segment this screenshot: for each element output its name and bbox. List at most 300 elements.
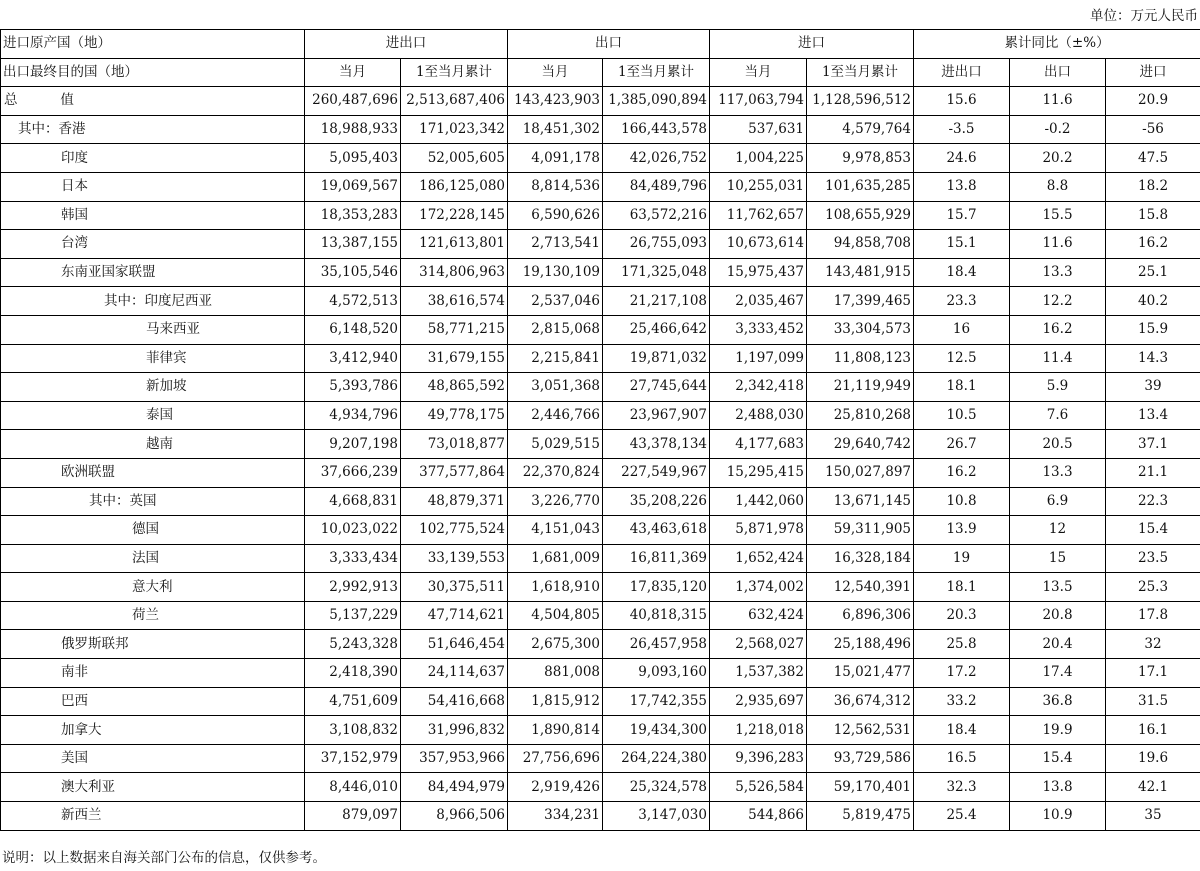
yoy-cell: 12	[1010, 516, 1106, 545]
yoy-cell: 23.3	[914, 287, 1010, 316]
yoy-cell: 21.1	[1106, 458, 1200, 487]
value-cell: 2,215,841	[508, 344, 603, 373]
yoy-cell: 33.2	[914, 687, 1010, 716]
value-cell: 30,375,511	[401, 573, 508, 602]
country-name: 新加坡	[1, 373, 305, 402]
yoy-cell: 18.2	[1106, 172, 1200, 201]
yoy-cell: 17.8	[1106, 601, 1200, 630]
yoy-cell: 31.5	[1106, 687, 1200, 716]
yoy-cell: 18.4	[914, 716, 1010, 745]
table-row	[1, 458, 1200, 487]
table-row	[1, 630, 1200, 659]
country-name: 南非	[1, 659, 305, 688]
yoy-cell: 15.7	[914, 201, 1010, 230]
value-cell: 40,818,315	[603, 601, 710, 630]
yoy-cell: 36.8	[1010, 687, 1106, 716]
value-cell: 2,488,030	[710, 401, 807, 430]
value-cell: 2,513,687,406	[401, 87, 508, 116]
yoy-cell: 20.3	[914, 601, 1010, 630]
value-cell: 12,540,391	[807, 573, 914, 602]
value-cell: 23,967,907	[603, 401, 710, 430]
value-cell: 4,091,178	[508, 144, 603, 173]
yoy-cell: 11.6	[1010, 87, 1106, 116]
value-cell: 1,681,009	[508, 544, 603, 573]
value-cell: 11,808,123	[807, 344, 914, 373]
value-cell: 544,866	[710, 802, 807, 831]
value-cell: 3,108,832	[305, 716, 401, 745]
yoy-cell: 14.3	[1106, 344, 1200, 373]
yoy-cell: 25.4	[914, 802, 1010, 831]
value-cell: 17,399,465	[807, 287, 914, 316]
yoy-cell: 32	[1106, 630, 1200, 659]
country-name: 新西兰	[1, 802, 305, 831]
yoy-cell: 15.5	[1010, 201, 1106, 230]
value-cell: 3,051,368	[508, 373, 603, 402]
table-row	[1, 716, 1200, 745]
yoy-cell: 15	[1010, 544, 1106, 573]
value-cell: 38,616,574	[401, 287, 508, 316]
country-name: 德国	[1, 516, 305, 545]
value-cell: 186,125,080	[401, 172, 508, 201]
value-cell: 5,393,786	[305, 373, 401, 402]
value-cell: 3,333,452	[710, 315, 807, 344]
value-cell: 93,729,586	[807, 744, 914, 773]
value-cell: 264,224,380	[603, 744, 710, 773]
table-row	[1, 773, 1200, 802]
value-cell: 63,572,216	[603, 201, 710, 230]
yoy-cell: 10.5	[914, 401, 1010, 430]
table-row	[1, 487, 1200, 516]
yoy-cell: 15.9	[1106, 315, 1200, 344]
value-cell: 1,618,910	[508, 573, 603, 602]
yoy-cell: 32.3	[914, 773, 1010, 802]
value-cell: 31,679,155	[401, 344, 508, 373]
yoy-cell: 20.9	[1106, 87, 1200, 116]
table-row	[1, 659, 1200, 688]
country-name: 总 值	[1, 87, 305, 116]
country-name: 其中：英国	[1, 487, 305, 516]
value-cell: 334,231	[508, 802, 603, 831]
yoy-cell: 10.8	[914, 487, 1010, 516]
country-name: 日本	[1, 172, 305, 201]
country-name: 其中：印度尼西亚	[1, 287, 305, 316]
header-row-groups	[1, 30, 1200, 59]
country-name: 其中：香港	[1, 115, 305, 144]
trade-data-table	[0, 29, 1200, 831]
value-cell: 4,934,796	[305, 401, 401, 430]
value-cell: 29,640,742	[807, 430, 914, 459]
value-cell: 5,095,403	[305, 144, 401, 173]
country-name: 荷兰	[1, 601, 305, 630]
value-cell: 143,423,903	[508, 87, 603, 116]
yoy-cell: 5.9	[1010, 373, 1106, 402]
value-cell: 377,577,864	[401, 458, 508, 487]
value-cell: 31,996,832	[401, 716, 508, 745]
yoy-cell: 25.1	[1106, 258, 1200, 287]
value-cell: 4,668,831	[305, 487, 401, 516]
value-cell: 19,130,109	[508, 258, 603, 287]
table-row	[1, 230, 1200, 259]
value-cell: 59,311,905	[807, 516, 914, 545]
yoy-cell: 18.4	[914, 258, 1010, 287]
value-cell: 1,385,090,894	[603, 87, 710, 116]
value-cell: 2,713,541	[508, 230, 603, 259]
value-cell: 4,579,764	[807, 115, 914, 144]
yoy-cell: 25.8	[914, 630, 1010, 659]
country-name: 马来西亚	[1, 315, 305, 344]
subcol-header: 当月	[305, 58, 401, 87]
table-row	[1, 687, 1200, 716]
country-name: 越南	[1, 430, 305, 459]
value-cell: 2,446,766	[508, 401, 603, 430]
value-cell: 537,631	[710, 115, 807, 144]
destination-country-header: 出口最终目的国（地）	[1, 58, 305, 87]
value-cell: 52,005,605	[401, 144, 508, 173]
value-cell: 19,434,300	[603, 716, 710, 745]
country-name: 泰国	[1, 401, 305, 430]
subcol-header: 1至当月累计	[603, 58, 710, 87]
yoy-cell: 23.5	[1106, 544, 1200, 573]
value-cell: 18,451,302	[508, 115, 603, 144]
value-cell: 1,197,099	[710, 344, 807, 373]
country-name: 法国	[1, 544, 305, 573]
yoy-cell: 8.8	[1010, 172, 1106, 201]
group-header-export: 出口	[508, 30, 710, 59]
value-cell: 48,879,371	[401, 487, 508, 516]
value-cell: 27,756,696	[508, 744, 603, 773]
group-header-yoy: 累计同比（±%）	[914, 30, 1200, 59]
yoy-cell: 10.9	[1010, 802, 1106, 831]
value-cell: 1,890,814	[508, 716, 603, 745]
value-cell: 15,295,415	[710, 458, 807, 487]
value-cell: 26,457,958	[603, 630, 710, 659]
value-cell: 121,613,801	[401, 230, 508, 259]
value-cell: 102,775,524	[401, 516, 508, 545]
yoy-cell: 13.9	[914, 516, 1010, 545]
origin-country-header: 进口原产国（地）	[1, 30, 305, 59]
value-cell: 21,217,108	[603, 287, 710, 316]
table-row	[1, 115, 1200, 144]
table-row	[1, 516, 1200, 545]
yoy-cell: 15.8	[1106, 201, 1200, 230]
country-name: 韩国	[1, 201, 305, 230]
value-cell: 43,378,134	[603, 430, 710, 459]
country-name: 加拿大	[1, 716, 305, 745]
yoy-cell: 17.4	[1010, 659, 1106, 688]
yoy-cell: 16.1	[1106, 716, 1200, 745]
value-cell: 1,442,060	[710, 487, 807, 516]
value-cell: 11,762,657	[710, 201, 807, 230]
table-row	[1, 287, 1200, 316]
value-cell: 19,871,032	[603, 344, 710, 373]
yoy-cell: 7.6	[1010, 401, 1106, 430]
value-cell: 1,815,912	[508, 687, 603, 716]
value-cell: 143,481,915	[807, 258, 914, 287]
value-cell: 1,537,382	[710, 659, 807, 688]
value-cell: 47,714,621	[401, 601, 508, 630]
yoy-cell: 20.8	[1010, 601, 1106, 630]
yoy-cell: 35	[1106, 802, 1200, 831]
value-cell: 94,858,708	[807, 230, 914, 259]
yoy-cell: 16.5	[914, 744, 1010, 773]
subcol-header: 进出口	[914, 58, 1010, 87]
value-cell: 16,811,369	[603, 544, 710, 573]
value-cell: 879,097	[305, 802, 401, 831]
value-cell: 314,806,963	[401, 258, 508, 287]
value-cell: 13,671,145	[807, 487, 914, 516]
value-cell: 3,333,434	[305, 544, 401, 573]
unit-label: 单位：万元人民币	[1090, 8, 1198, 24]
value-cell: 24,114,637	[401, 659, 508, 688]
value-cell: 2,342,418	[710, 373, 807, 402]
yoy-cell: 24.6	[914, 144, 1010, 173]
yoy-cell: 20.4	[1010, 630, 1106, 659]
value-cell: 49,778,175	[401, 401, 508, 430]
yoy-cell: -0.2	[1010, 115, 1106, 144]
yoy-cell: 15.4	[1010, 744, 1106, 773]
value-cell: 15,975,437	[710, 258, 807, 287]
value-cell: 25,324,578	[603, 773, 710, 802]
table-row	[1, 172, 1200, 201]
yoy-cell: 40.2	[1106, 287, 1200, 316]
yoy-cell: 11.6	[1010, 230, 1106, 259]
table-row	[1, 258, 1200, 287]
value-cell: 881,008	[508, 659, 603, 688]
yoy-cell: 12.2	[1010, 287, 1106, 316]
yoy-cell: 13.3	[1010, 258, 1106, 287]
value-cell: 13,387,155	[305, 230, 401, 259]
group-header-total: 进出口	[305, 30, 508, 59]
value-cell: 10,673,614	[710, 230, 807, 259]
value-cell: 9,396,283	[710, 744, 807, 773]
value-cell: 2,418,390	[305, 659, 401, 688]
value-cell: 6,896,306	[807, 601, 914, 630]
yoy-cell: 15.1	[914, 230, 1010, 259]
value-cell: 227,549,967	[603, 458, 710, 487]
yoy-cell: 20.2	[1010, 144, 1106, 173]
yoy-cell: 39	[1106, 373, 1200, 402]
group-header-import: 进口	[710, 30, 914, 59]
table-row	[1, 802, 1200, 831]
value-cell: 357,953,966	[401, 744, 508, 773]
value-cell: 18,988,933	[305, 115, 401, 144]
subcol-header: 当月	[508, 58, 603, 87]
value-cell: 5,526,584	[710, 773, 807, 802]
value-cell: 10,255,031	[710, 172, 807, 201]
value-cell: 84,494,979	[401, 773, 508, 802]
value-cell: 632,424	[710, 601, 807, 630]
value-cell: 25,810,268	[807, 401, 914, 430]
value-cell: 22,370,824	[508, 458, 603, 487]
yoy-cell: -56	[1106, 115, 1200, 144]
value-cell: 10,023,022	[305, 516, 401, 545]
yoy-cell: 20.5	[1010, 430, 1106, 459]
value-cell: 84,489,796	[603, 172, 710, 201]
value-cell: 15,021,477	[807, 659, 914, 688]
value-cell: 54,416,668	[401, 687, 508, 716]
value-cell: 5,871,978	[710, 516, 807, 545]
yoy-cell: 18.1	[914, 573, 1010, 602]
value-cell: 2,568,027	[710, 630, 807, 659]
value-cell: 37,666,239	[305, 458, 401, 487]
yoy-cell: 12.5	[914, 344, 1010, 373]
country-name: 欧洲联盟	[1, 458, 305, 487]
yoy-cell: 13.8	[914, 172, 1010, 201]
value-cell: 18,353,283	[305, 201, 401, 230]
value-cell: 1,652,424	[710, 544, 807, 573]
value-cell: 5,819,475	[807, 802, 914, 831]
value-cell: 37,152,979	[305, 744, 401, 773]
value-cell: 48,865,592	[401, 373, 508, 402]
yoy-cell: 15.6	[914, 87, 1010, 116]
country-name: 意大利	[1, 573, 305, 602]
value-cell: 43,463,618	[603, 516, 710, 545]
subcol-header: 出口	[1010, 58, 1106, 87]
value-cell: 33,304,573	[807, 315, 914, 344]
yoy-cell: 37.1	[1106, 430, 1200, 459]
country-name: 俄罗斯联邦	[1, 630, 305, 659]
header-row-subcols	[1, 58, 1200, 87]
yoy-cell: 15.4	[1106, 516, 1200, 545]
value-cell: 3,412,940	[305, 344, 401, 373]
yoy-cell: 22.3	[1106, 487, 1200, 516]
value-cell: 1,374,002	[710, 573, 807, 602]
value-cell: 2,815,068	[508, 315, 603, 344]
subcol-header: 当月	[710, 58, 807, 87]
value-cell: 4,572,513	[305, 287, 401, 316]
yoy-cell: 47.5	[1106, 144, 1200, 173]
value-cell: 35,105,546	[305, 258, 401, 287]
yoy-cell: 13.8	[1010, 773, 1106, 802]
value-cell: 171,325,048	[603, 258, 710, 287]
value-cell: 27,745,644	[603, 373, 710, 402]
yoy-cell: 19.9	[1010, 716, 1106, 745]
value-cell: 1,128,596,512	[807, 87, 914, 116]
subcol-header: 1至当月累计	[807, 58, 914, 87]
table-row	[1, 344, 1200, 373]
value-cell: 2,935,697	[710, 687, 807, 716]
value-cell: 4,751,609	[305, 687, 401, 716]
value-cell: 26,755,093	[603, 230, 710, 259]
table-row	[1, 430, 1200, 459]
value-cell: 36,674,312	[807, 687, 914, 716]
value-cell: 17,835,120	[603, 573, 710, 602]
table-row	[1, 744, 1200, 773]
value-cell: 4,504,805	[508, 601, 603, 630]
value-cell: 2,537,046	[508, 287, 603, 316]
value-cell: 73,018,877	[401, 430, 508, 459]
value-cell: 51,646,454	[401, 630, 508, 659]
yoy-cell: 19	[914, 544, 1010, 573]
value-cell: 33,139,553	[401, 544, 508, 573]
value-cell: 16,328,184	[807, 544, 914, 573]
value-cell: 58,771,215	[401, 315, 508, 344]
value-cell: 17,742,355	[603, 687, 710, 716]
value-cell: 6,148,520	[305, 315, 401, 344]
value-cell: 1,218,018	[710, 716, 807, 745]
country-name: 美国	[1, 744, 305, 773]
yoy-cell: -3.5	[914, 115, 1010, 144]
yoy-cell: 18.1	[914, 373, 1010, 402]
value-cell: 150,027,897	[807, 458, 914, 487]
subcol-header: 1至当月累计	[401, 58, 508, 87]
country-name: 东南亚国家联盟	[1, 258, 305, 287]
value-cell: 2,919,426	[508, 773, 603, 802]
value-cell: 59,170,401	[807, 773, 914, 802]
value-cell: 2,675,300	[508, 630, 603, 659]
country-name: 澳大利亚	[1, 773, 305, 802]
value-cell: 5,243,328	[305, 630, 401, 659]
table-row	[1, 144, 1200, 173]
table-row	[1, 601, 1200, 630]
value-cell: 4,177,683	[710, 430, 807, 459]
value-cell: 35,208,226	[603, 487, 710, 516]
value-cell: 2,992,913	[305, 573, 401, 602]
value-cell: 166,443,578	[603, 115, 710, 144]
footnote: 说明：以上数据来自海关部门公布的信息，仅供参考。	[2, 850, 326, 866]
table-row	[1, 315, 1200, 344]
value-cell: 9,207,198	[305, 430, 401, 459]
value-cell: 3,226,770	[508, 487, 603, 516]
value-cell: 8,814,536	[508, 172, 603, 201]
value-cell: 101,635,285	[807, 172, 914, 201]
value-cell: 172,228,145	[401, 201, 508, 230]
subcol-header: 进口	[1106, 58, 1200, 87]
table-row	[1, 373, 1200, 402]
value-cell: 1,004,225	[710, 144, 807, 173]
value-cell: 5,029,515	[508, 430, 603, 459]
value-cell: 171,023,342	[401, 115, 508, 144]
yoy-cell: 25.3	[1106, 573, 1200, 602]
value-cell: 108,655,929	[807, 201, 914, 230]
value-cell: 12,562,531	[807, 716, 914, 745]
yoy-cell: 16.2	[1010, 315, 1106, 344]
value-cell: 8,966,506	[401, 802, 508, 831]
yoy-cell: 16.2	[914, 458, 1010, 487]
value-cell: 6,590,626	[508, 201, 603, 230]
value-cell: 25,466,642	[603, 315, 710, 344]
value-cell: 19,069,567	[305, 172, 401, 201]
yoy-cell: 26.7	[914, 430, 1010, 459]
yoy-cell: 16.2	[1106, 230, 1200, 259]
yoy-cell: 13.5	[1010, 573, 1106, 602]
country-name: 巴西	[1, 687, 305, 716]
value-cell: 4,151,043	[508, 516, 603, 545]
yoy-cell: 17.1	[1106, 659, 1200, 688]
table-row	[1, 201, 1200, 230]
table-row	[1, 87, 1200, 116]
value-cell: 25,188,496	[807, 630, 914, 659]
value-cell: 42,026,752	[603, 144, 710, 173]
value-cell: 5,137,229	[305, 601, 401, 630]
value-cell: 3,147,030	[603, 802, 710, 831]
yoy-cell: 16	[914, 315, 1010, 344]
value-cell: 117,063,794	[710, 87, 807, 116]
country-name: 菲律宾	[1, 344, 305, 373]
table-row	[1, 573, 1200, 602]
country-name: 印度	[1, 144, 305, 173]
yoy-cell: 19.6	[1106, 744, 1200, 773]
yoy-cell: 6.9	[1010, 487, 1106, 516]
value-cell: 8,446,010	[305, 773, 401, 802]
table-row	[1, 544, 1200, 573]
yoy-cell: 11.4	[1010, 344, 1106, 373]
value-cell: 21,119,949	[807, 373, 914, 402]
country-name: 台湾	[1, 230, 305, 259]
value-cell: 260,487,696	[305, 87, 401, 116]
value-cell: 9,978,853	[807, 144, 914, 173]
value-cell: 9,093,160	[603, 659, 710, 688]
